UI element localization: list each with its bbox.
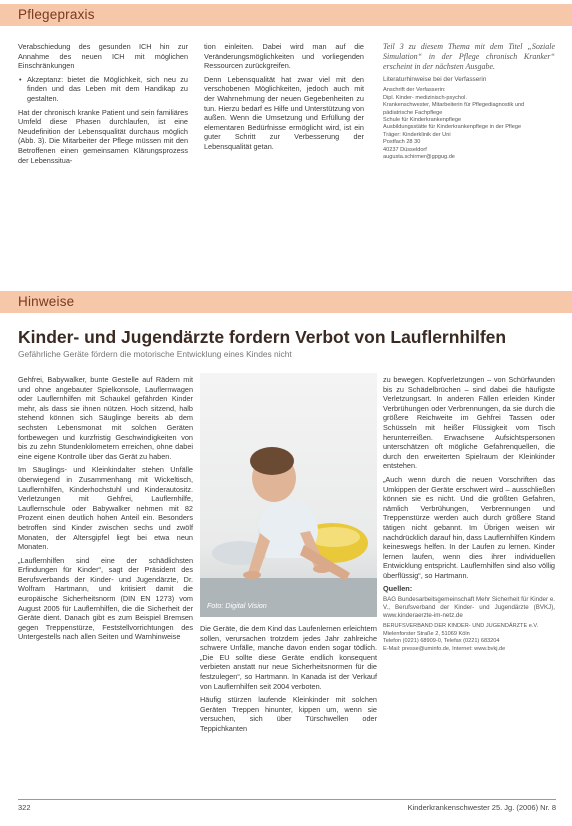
baby-crawling-photo xyxy=(200,373,377,617)
footer-divider xyxy=(18,799,556,800)
article-headline: Kinder- und Jugendärzte fordern Verbot von Lauflernhilfen xyxy=(18,327,507,347)
paragraph: Im Säuglings- und Kleinkindalter stehen Unfälle überwiegend in Zusammenhang mit Wickeltisch, Lauflernhilfen, Kinderhochstuhl und Kinderautositz. Verletzungen mit Gehfrei, Lauflernhilfe, Lauflernschule oder Babywalker nehmen mit 82 Prozent einen deutlich hohen Anteil ein. Besonders betroffen sind Kinder zwischen sechs und zwölf Monaten, der Altersgipfel liegt bei etwa neun Monaten. xyxy=(18,465,193,552)
section-band-top xyxy=(0,4,572,26)
top-column-1 xyxy=(18,42,188,169)
paragraph: Verabschiedung des gesunden ICH hin zur Annahme des neuen ICH mit möglichen Einschränkungen xyxy=(18,42,188,71)
sources-text: BAG Bundesarbeitsgemeinschaft Mehr Sicherheit für Kinder e. V., Berufsverband der Kinder- und Jugendärzte (BVKJ), www.kinderaerzte-im-netz.de xyxy=(383,596,555,619)
address-line: pädiatrische Fachpflege xyxy=(383,109,443,116)
address-line: 40237 Düsseldorf xyxy=(383,146,427,153)
paragraph: Denn Lebensqualität hat zwar viel mit den verschobenen Möglichkeiten, jedoch auch mit der Wahrnehmung der neuen Gegebenheiten zu tun. Hierzu bedarf es Hilfe und Unterstützung von außen. Wenn die Umsetzung und Erfüllung der elementaren Bedürfnisse ermöglicht wird, ist ein guter Schritt zur Verbesserung der Lebensqualität getan. xyxy=(204,74,364,151)
section-band-hinweise xyxy=(0,291,572,313)
teaser-text: Teil 3 zu diesem Thema mit dem Titel „Soziale Simulation“ in der Pflege chronisch Kranker“ erscheint in der nächsten Ausgabe. xyxy=(383,42,555,71)
contact-line: E-Mail: presse@uminfo.de, Internet: www.bvkj.de xyxy=(383,645,506,652)
address-line: Postfach 28 30 xyxy=(383,139,421,146)
section-title: Hinweise xyxy=(18,294,75,309)
literature-note: Literaturhinweise bei der Verfasserin xyxy=(383,76,487,83)
notice-column-3 xyxy=(383,375,555,653)
notice-column-1 xyxy=(18,375,193,646)
paragraph: Hat der chronisch kranke Patient und sein familiäres Umfeld diese Phasen durchlaufen, ist eine Neudefinition der Lebensqualität durchaus möglich (Abb. 3). Die Mitarbeiter der Pflege müssen mit den Betroffenen einen gemeinsamen Klärungsprozess der Lebenssitua- xyxy=(18,107,188,165)
paragraph: Die Geräte, die dem Kind das Laufenlernen erleichtern sollen, verursachen trotzdem jedes Jahr zahlreiche schwere Unfälle, manche davon enden sogar tödlich. „Die EU sollte diese Geräte endlich konsequent verbieten anstatt nur neue Sicherheitsnormen für die festzulegen“, so Hartmann. In Kanada ist der Verkauf von Lauflernhilfen seit 2004 verboten. xyxy=(200,624,377,691)
section-title: Pflegepraxis xyxy=(18,7,95,22)
photo-credit: Foto: Digital Vision xyxy=(207,601,267,610)
contact-line: Mielenforster Straße 2, 51069 Köln xyxy=(383,630,470,637)
contact-line: BERUFSVERBAND DER KINDER- UND JUGENDÄRZTE e.V. xyxy=(383,623,539,630)
sources-heading: Quellen: xyxy=(383,584,413,594)
paragraph: „Auch wenn durch die neuen Vorschriften das Umkippen der Geräte erschwert wird – ausschließen können sie es nicht. Und die größten Gefahren, nämlich Verbrühungen, Verbrennungen und Treppenstürze werden auch durch größere Stand tätigen nicht gebannt. Im Übrigen weisen wir nachdrücklich darauf hin, dass Lauflernhilfen Kindern keineswegs helfen. In der Laufen zu lernen. Kinder lernen laufen, wenn dies ihrer individuellen Entwicklung entspricht. Lauflernhilfen sind also völlig überflüssig“, so Hartmann. xyxy=(383,474,555,580)
address-line: Träger: Kinderklinik der Uni xyxy=(383,131,451,138)
top-column-2 xyxy=(204,42,364,156)
address-line: Dipl. Kinder- medizinisch-psychol. xyxy=(383,94,467,101)
address-line: Anschrift der Verfasserin: xyxy=(383,87,446,94)
contact-line: Telefon (0221) 68909-0, Telefax (0221) 683204 xyxy=(383,638,500,645)
author-address xyxy=(383,87,555,161)
paragraph: tion einleiten. Dabei wird man auf die Veränderungsmöglichkeiten und vorliegenden Ressourcen zurückgreifen. xyxy=(204,42,364,71)
address-line: Ausbildungsstätte für Kinderkrankenpflege in der Pflege xyxy=(383,124,522,131)
page-number: 322 xyxy=(18,803,31,812)
paragraph: Häufig stürzen laufende Kleinkinder mit solchen Geräten Treppen hinunter, kippen um, wenn sie versuchen, sich über Türschwellen oder Teppichkanten xyxy=(200,695,377,733)
paragraph: zu bewegen. Kopfverletzungen – von Schürfwunden bis zu Schädelbrüchen – sind dabei die häufigste Verletzungsart. In anderen Fällen erleiden Kinder Verbrühungen oder Verbrennungen, da sie durch die größere Reichweite im Gehfrei Tassen oder Schüsseln mit heißer Flüssigkeit vom Tisch herunterreißen. Erwachsene Aufsichtspersonen unterschätzen oft mögliche Gefahrenquellen, die durch den erweiterten Spielraum der Kleinkinder entstehen. xyxy=(383,375,555,471)
address-line: augusta.schirmer@gpgug.de xyxy=(383,154,455,161)
address-line: Krankenschwester, Mitarbeiterin für Pflegediagnostik und xyxy=(383,102,525,109)
paragraph: Gehfrei, Babywalker, bunte Gestelle auf Rädern mit und ohne angebauter Spielkonsole, Lauflernwagen oder Lauflernhilfen mit Schaukel gefährden Kinder mehr, als dass sie ihnen nützen. Hoch sitzend, halb stehend können sich Säuglinge bereits ab dem sechsten Lebensmonat mit solchen Geräten fortbewegen und kurzfristig Geschwindigkeiten von bis zu zehn Stundenkilometern erreichen, ohne dabei eine eigene Kontrolle über das Gerät zu haben. xyxy=(18,375,193,461)
bullet-item: • Akzeptanz: bietet die Möglichkeit, sich neu zu finden und das Leben mit dem Handikap zu gestalten. xyxy=(18,75,188,104)
address-line: Schule für Kinderkrankenpflege xyxy=(383,117,462,124)
top-column-3 xyxy=(383,42,555,161)
publication-name: Kinderkrankenschwester 25. Jg. (2006) Nr. 8 xyxy=(407,803,556,812)
paragraph: „Lauflernhilfen sind eine der schädlichsten Erfindungen für Kinder“, sagt der Präsident des Berufsverbands der Kinder- und Jugendärzte, Dr. Wolfram Hartmann, und kritisiert damit die europäische Sicherheitsnorm (DIN EN 1273) vom August 2005 für Lauflernhilfen, die die Sicherheit der Geräte dient. Danach gibt es zum Beispiel Bremsen gegen Treppenstürze, Feststellvorrichtungen des Untergestells nach allen Seiten und Warnhinweise xyxy=(18,555,193,642)
article-subheadline: Gefährliche Geräte fördern die motorische Entwicklung eines Kindes nicht xyxy=(18,349,292,359)
contact-block xyxy=(383,623,555,653)
notice-column-2 xyxy=(200,624,377,738)
